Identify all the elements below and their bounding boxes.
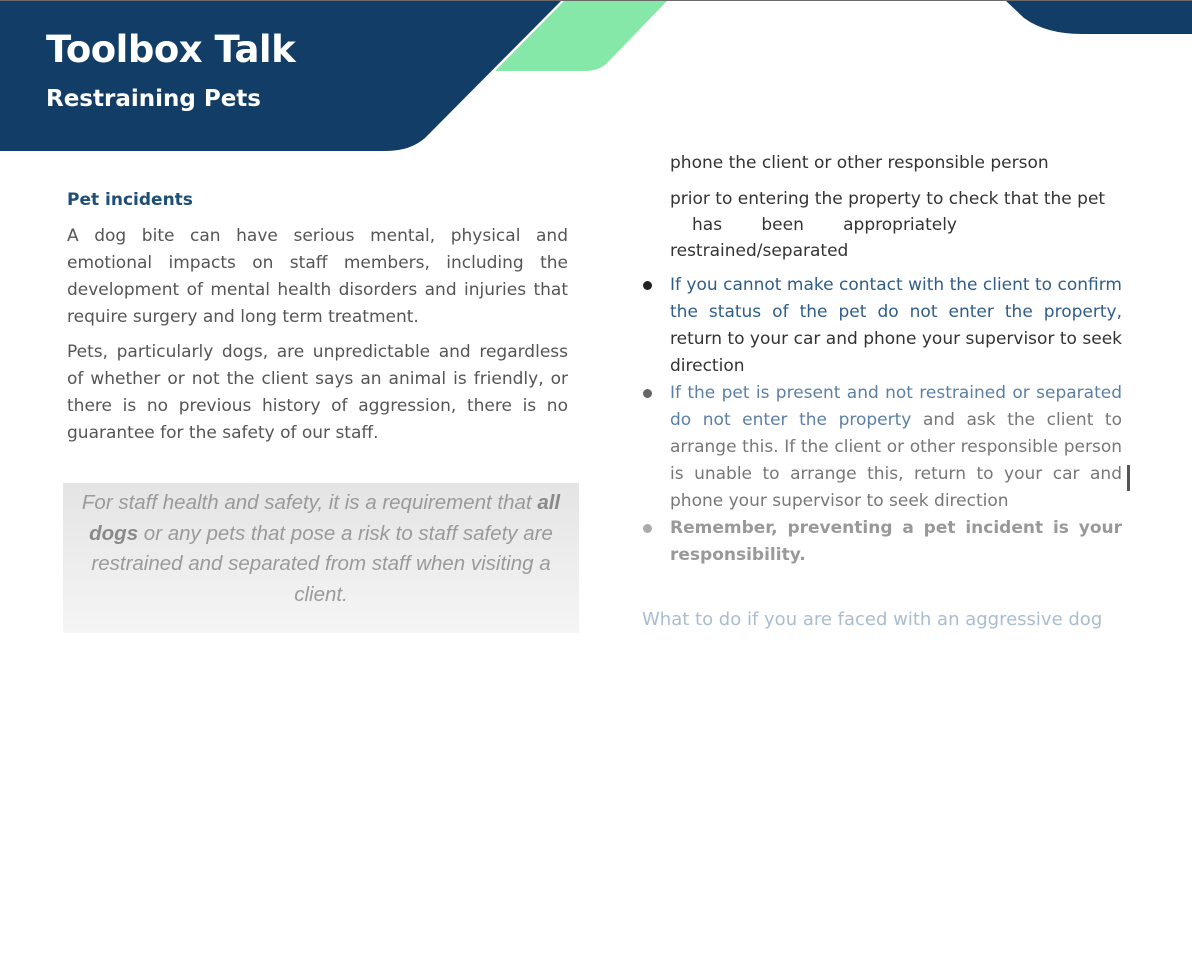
continued-line-4: restrained/separated (670, 241, 849, 261)
callout-text-before: For staff health and safety, it is a requirement that (81, 491, 532, 514)
bullet-highlight: If you cannot make contact with the client to confirm the status of the pet do not enter the property, (670, 275, 1122, 322)
text-cursor (1127, 465, 1130, 491)
page-subtitle: Restraining Pets (46, 86, 261, 112)
header-corner-shape (1005, 0, 1192, 34)
bullet-text: Remember, preventing a pet incident is your responsibility. (670, 518, 1122, 565)
right-column (670, 150, 1150, 569)
list-item (670, 515, 1122, 569)
callout-text-after: or any pets that pose a risk to staff safety are restrained and separated from staff when visiting a client. (91, 521, 553, 606)
spread-word: has (692, 215, 723, 235)
bullet-icon (643, 524, 652, 533)
requirement-callout (63, 483, 579, 633)
paragraph-dog-bite: A dog bite can have serious mental, physical and emotional impacts on staff members, including the development of mental health disorders and injuries that require surgery and long term treatment. (67, 226, 568, 327)
section-heading-pet-incidents: Pet incidents (67, 190, 193, 210)
spread-word: appropriately (843, 215, 957, 235)
page-title: Toolbox Talk (46, 28, 296, 71)
header-navy-shape (0, 0, 562, 151)
bullet-highlight: If the pet is present and not restrained or separated do not enter the property (670, 383, 1122, 430)
spread-word: been (761, 215, 804, 235)
guidance-bullet-list (670, 272, 1122, 569)
list-item (670, 272, 1122, 380)
bullet-text: return to your car and phone your supervisor to seek direction (670, 329, 1122, 376)
callout-emphasis: all dogs (89, 491, 561, 545)
left-column (67, 188, 568, 455)
list-item (670, 380, 1122, 515)
bullet-icon (643, 281, 652, 290)
bullet-text: and ask the client to arrange this. If the client or other responsible person is unable to arrange this, return to your car and phone your supervisor to seek direction (670, 410, 1122, 511)
continued-line-1: phone the client or other responsible person (670, 153, 1049, 173)
paragraph-pets-unpredictable: Pets, particularly dogs, are unpredictable and regardless of whether or not the client says an animal is friendly, or there is no previous history of aggression, there is no guarantee for the safety of our staff. (67, 342, 568, 443)
bullet-icon (643, 389, 652, 398)
continued-line-2: prior to entering the property to check that the pet (670, 189, 1106, 209)
header-banner (0, 0, 1192, 160)
section-heading-aggressive-dog: What to do if you are faced with an aggressive dog (642, 609, 1103, 630)
continued-line-3 (692, 212, 957, 238)
